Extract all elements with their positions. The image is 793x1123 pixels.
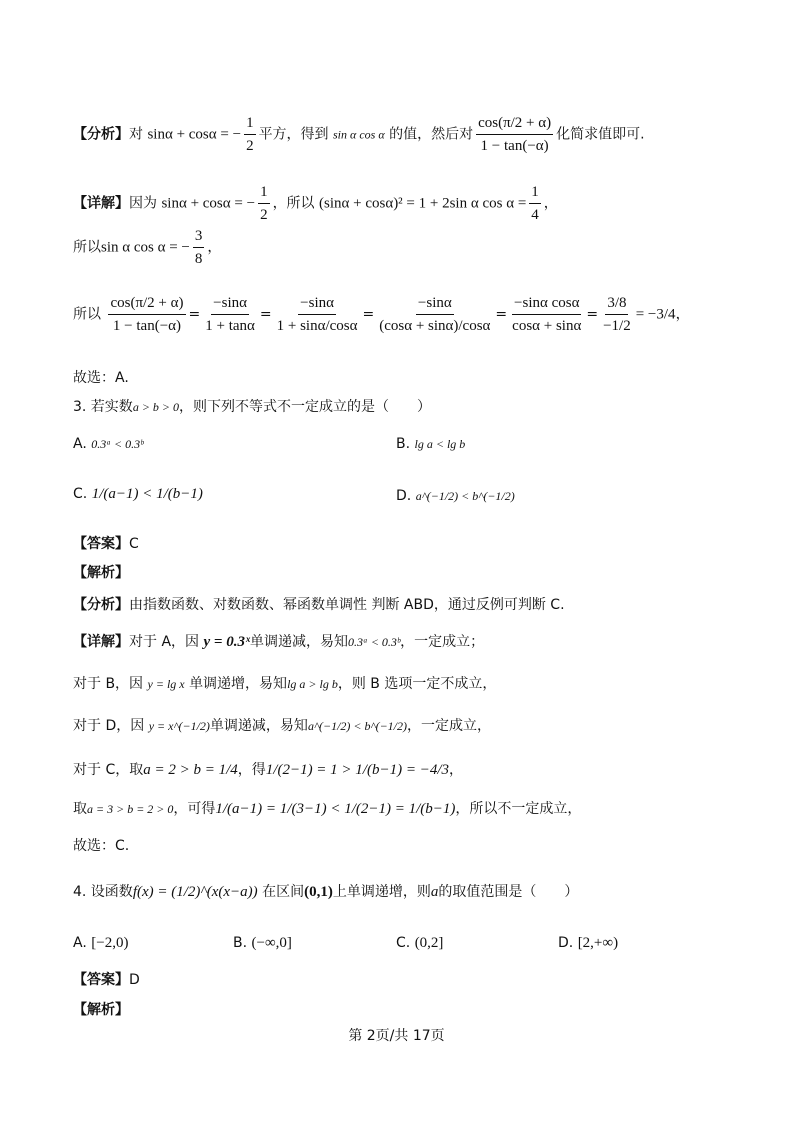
q3-fenxi <box>73 595 565 615</box>
q3-d2-expr-2: lg a > lg b <box>287 677 338 691</box>
q3-option-c-expr: 1/(a−1) < 1/(b−1) <box>91 486 203 502</box>
so-text-2: ， <box>207 239 222 256</box>
analysis-text-4: 化简求值即可. <box>556 126 645 143</box>
quarter-fraction <box>529 181 541 226</box>
q3-choose: 故选：C. <box>73 838 130 854</box>
detail-text-1: 因为 <box>129 195 157 212</box>
q3-d4-b: ，得 <box>237 762 266 778</box>
q3-option-c <box>73 484 203 504</box>
three-eighths-num: 3 <box>193 225 205 248</box>
chain-frac-4-den: (cosα + sinα)/cosα <box>379 318 491 334</box>
q3-detail-label: 【详解】 <box>73 634 129 650</box>
q4-jiexi: 【解析】 <box>73 1002 129 1018</box>
q3-d1-expr-1: y = 0.3ˣ <box>203 634 251 650</box>
q4-option-b-label: B. <box>233 935 248 951</box>
q3-d1-a: 对于 A，因 <box>129 634 200 650</box>
quarter-den: 4 <box>531 207 539 223</box>
q3-fenxi-label: 【分析】 <box>73 597 129 613</box>
chain-frac-4-num: −sinα <box>416 292 454 315</box>
chain-frac-5-den: cosα + sinα <box>512 318 582 334</box>
q4-stem <box>73 882 578 902</box>
q3-option-d-label: D. <box>396 488 412 504</box>
q3-d3-expr-2: a^(−1/2) < b^(−1/2) <box>307 719 408 733</box>
q4-stem-var: a <box>430 884 439 900</box>
chain-frac-2 <box>203 292 257 337</box>
three-eighths-den: 8 <box>194 251 203 267</box>
q3-answer-value: C <box>129 536 139 552</box>
q3-option-b-expr: lg a < lg b <box>414 437 466 451</box>
chain-frac-3-den: 1 + sinα/cosα <box>276 318 358 334</box>
q3-stem-expr: a > b > 0 <box>132 400 180 414</box>
q3-detail-4 <box>73 760 463 780</box>
choose-a: 故选：A. <box>73 370 129 386</box>
half-fraction <box>244 112 256 157</box>
q3-d5-b: ，可得 <box>173 801 216 817</box>
detail-text-2: ，所以 <box>272 195 315 212</box>
q3-d5-c: ，所以不一定成立， <box>455 801 582 817</box>
chain-frac-4 <box>377 292 492 337</box>
analysis-text-1: 对 <box>129 126 143 143</box>
half-den-2: 2 <box>260 207 268 223</box>
quarter-num: 1 <box>529 181 541 204</box>
three-eighths <box>193 225 205 270</box>
half-fraction-2 <box>258 181 270 226</box>
chain-frac-5-num: −sinα cosα <box>512 292 581 315</box>
chain-frac-2-num: −sinα <box>211 292 249 315</box>
q4-option-a <box>73 933 128 953</box>
q4-answer-label: 【答案】 <box>73 972 129 988</box>
q3-answer-label: 【答案】 <box>73 536 129 552</box>
q3-option-d-expr: a^(−1/2) < b^(−1/2) <box>415 489 515 503</box>
detail-expr-1: sinα + cosα = − <box>161 195 256 212</box>
q3-d3-c: ，一定成立， <box>407 718 492 734</box>
chain-text-2: ， <box>675 306 690 323</box>
q4-option-a-expr: [−2,0) <box>91 935 129 951</box>
q4-option-d-label: D. <box>558 935 574 951</box>
big-fraction <box>476 112 553 157</box>
q3-option-a-expr: 0.3ᵃ < 0.3ᵇ <box>91 437 144 451</box>
q4-stem-d: 的取值范围是（ ） <box>438 884 579 900</box>
q3-option-c-label: C. <box>73 486 88 502</box>
q3-d4-expr-1: a = 2 > b = 1/4 <box>143 762 238 778</box>
q4-stem-expr: f(x) = (1/2)^(x(x−a)) <box>132 884 258 900</box>
chain-frac-3 <box>275 292 360 337</box>
analysis-expr-2: sin α cos α <box>333 127 385 142</box>
q3-option-b <box>396 434 465 454</box>
q3-d2-expr-1: y = lg x <box>147 677 185 691</box>
analysis-expr-1: sinα + cosα = − <box>147 126 242 143</box>
chain-frac-6 <box>601 292 633 337</box>
chain-frac-3-num: −sinα <box>298 292 336 315</box>
detail-text-3: ， <box>543 195 558 212</box>
q3-d5-expr-2: 1/(a−1) = 1/(3−1) < 1/(2−1) = 1/(b−1) <box>215 801 456 817</box>
q4-stem-a: 4. 设函数 <box>73 884 133 900</box>
q3-d2-c: ，则 B 选项一定不成立， <box>337 676 497 692</box>
q3-stem-a: 3. 若实数 <box>73 399 133 415</box>
q3-d1-b: 单调递减，易知 <box>250 634 349 650</box>
chain-frac-6-den: −1/2 <box>603 318 631 334</box>
q4-stem-b: 在区间 <box>262 884 305 900</box>
half-num: 1 <box>244 112 256 135</box>
q3-d4-a: 对于 C，取 <box>73 762 144 778</box>
q3-option-b-label: B. <box>396 436 411 452</box>
detail-line-2 <box>73 225 221 270</box>
q3-d3-b: 单调递减，易知 <box>209 718 308 734</box>
q4-stem-c: 上单调递增，则 <box>332 884 431 900</box>
analysis-text-2: 平方，得到 <box>258 126 329 143</box>
q4-option-c-label: C. <box>396 935 411 951</box>
analysis-line <box>73 112 645 157</box>
q4-option-c-expr: (0,2] <box>414 935 444 951</box>
q3-option-a-label: A. <box>73 436 87 452</box>
q3-d5-a: 取 <box>73 801 87 817</box>
q3-detail-5 <box>73 799 581 819</box>
q3-detail-2 <box>73 674 496 694</box>
detail-line-3: 所以 $\frac{\cos(\pi/2 + \alpha)}{1 - \tan(-\alpha)}$ = $\frac{-\sin\alpha}{1 + \tan\alpha}$ = $\frac{-\sin\alpha}{1 + \sin\alpha/\cos\alpha}$ = $\frac{-\sin\alpha}{(\cos\alpha + \sin\alpha)/\cos\alpha}$ = $\frac{\text{−sinα cosα}}{\cos\alpha + \sin\alpha}$ = $\frac{3/8}{-1/2}$ = −3/4， <box>73 292 690 337</box>
half-den: 2 <box>246 138 254 154</box>
q3-detail-1 <box>73 632 484 652</box>
detail-label: 【详解】 <box>73 195 129 212</box>
q3-detail-3 <box>73 716 491 736</box>
q4-option-b <box>233 933 292 953</box>
q3-d2-a: 对于 B，因 <box>73 676 144 692</box>
q4-option-c <box>396 933 443 953</box>
q3-d5-expr-1: a = 3 > b = 2 > 0 <box>87 802 174 816</box>
q3-d1-c: ，一定成立； <box>400 634 485 650</box>
detail-line-1 <box>73 181 558 226</box>
half-num-2: 1 <box>258 181 270 204</box>
chain-frac-1-den: 1 − tan(−α) <box>112 318 182 334</box>
q3-d3-a: 对于 D，因 <box>73 718 145 734</box>
analysis-text-3: 的值，然后对 <box>389 126 474 143</box>
so-expr: sin α cos α = − <box>101 239 190 256</box>
chain-frac-1-num: cos(π/2 + α) <box>108 292 185 315</box>
chain-tail: = −3/4 <box>635 306 676 323</box>
q4-stem-interval: (0,1) <box>304 884 333 900</box>
q4-option-a-label: A. <box>73 935 87 951</box>
q3-stem-b: ，则下列不等式不一定成立的是（ ） <box>179 399 432 415</box>
chain-text: 所以 <box>73 306 101 323</box>
q3-d3-expr-1: y = x^(−1/2) <box>148 719 210 733</box>
q3-answer <box>73 534 139 554</box>
q4-option-d-expr: [2,+∞) <box>577 935 619 951</box>
big-num: cos(π/2 + α) <box>476 112 553 135</box>
detail-expr-2: (sinα + cosα)² = 1 + 2sin α cos α = <box>319 195 527 212</box>
chain-frac-5 <box>510 292 583 337</box>
chain-frac-6-num: 3/8 <box>605 292 628 315</box>
so-text: 所以 <box>73 239 101 256</box>
q4-option-b-expr: (−∞,0] <box>251 935 292 951</box>
q3-fenxi-text: 由指数函数、对数函数、幂函数单调性 判断 ABD，通过反例可判断 C. <box>129 597 565 613</box>
big-den: 1 − tan(−α) <box>480 138 549 154</box>
q3-jiexi: 【解析】 <box>73 565 129 581</box>
chain-frac-2-den: 1 + tanα <box>205 318 255 334</box>
q3-option-d <box>396 486 515 506</box>
q3-d2-b: 单调递增，易知 <box>189 676 288 692</box>
q3-stem <box>73 397 431 417</box>
page-footer: 第 2页/共 17页 <box>348 1028 445 1044</box>
chain-frac-1 <box>108 292 185 337</box>
q3-d4-c: ， <box>449 762 463 778</box>
q3-d1-expr-2: 0.3ᵃ < 0.3ᵇ <box>348 635 401 649</box>
analysis-label: 【分析】 <box>73 126 129 143</box>
q3-d4-expr-2: 1/(2−1) = 1 > 1/(b−1) = −4/3 <box>265 762 449 778</box>
q4-answer <box>73 970 140 990</box>
q4-answer-value: D <box>129 972 140 988</box>
q4-option-d <box>558 933 618 953</box>
q3-option-a <box>73 434 143 454</box>
